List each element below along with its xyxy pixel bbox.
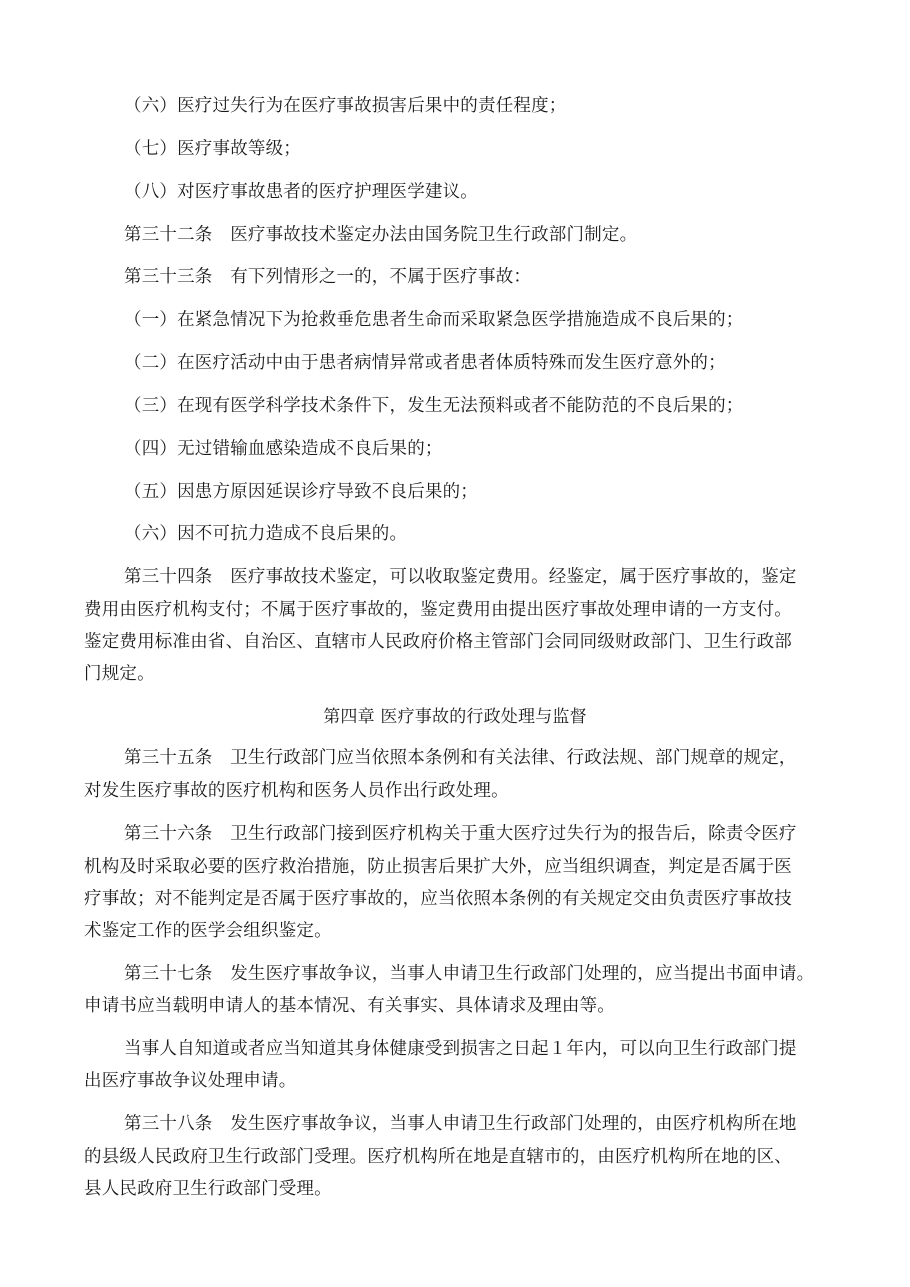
list-item: （四）无过错输血感染造成不良后果的； [124, 439, 443, 459]
list-item: （六）因不可抗力造成不良后果的。 [124, 524, 408, 544]
article-36-line: 第三十六条 卫生行政部门接到医疗机构关于重大医疗过失行为的报告后，除责令医疗 [124, 824, 797, 844]
list-item: （八）对医疗事故患者的医疗护理医学建议。 [124, 182, 478, 202]
chapter-heading: 第四章 医疗事故的行政处理与监督 [323, 707, 587, 727]
article-37-para2-line: 出医疗事故争议处理申请。 [84, 1071, 297, 1091]
list-item: （一）在紧急情况下为抢救垂危患者生命而采取紧急医学措施造成不良后果的； [124, 310, 744, 330]
article-37-line: 第三十七条 发生医疗事故争议，当事人申请卫生行政部门处理的，应当提出书面申请。 [124, 964, 815, 984]
list-item: （六）医疗过失行为在医疗事故损害后果中的责任程度； [124, 96, 567, 116]
article-36-line: 机构及时采取必要的医疗救治措施，防止损害后果扩大外，应当组织调查，判定是否属于医 [84, 857, 792, 877]
article-38-line: 的县级人民政府卫生行政部门受理。医疗机构所在地是直辖市的，由医疗机构所在地的区、 [84, 1147, 792, 1167]
article-36-line: 术鉴定工作的医学会组织鉴定。 [84, 921, 332, 941]
article-34-line: 第三十四条 医疗事故技术鉴定，可以收取鉴定费用。经鉴定，属于医疗事故的，鉴定 [124, 567, 797, 587]
article-34-line: 门规定。 [84, 664, 155, 684]
article-37-line: 申请书应当载明申请人的基本情况、有关事实、具体请求及理由等。 [84, 996, 615, 1016]
article-32: 第三十二条 医疗事故技术鉴定办法由国务院卫生行政部门制定。 [124, 225, 638, 245]
list-item: （五）因患方原因延误诊疗导致不良后果的； [124, 482, 478, 502]
list-item: （二）在医疗活动中由于患者病情异常或者患者体质特殊而发生医疗意外的； [124, 353, 726, 373]
list-item: （三）在现有医学科学技术条件下，发生无法预料或者不能防范的不良后果的； [124, 396, 744, 416]
article-35-line: 对发生医疗事故的医疗机构和医务人员作出行政处理。 [84, 781, 509, 801]
article-37-para2-line: 当事人自知道或者应当知道其身体健康受到损害之日起１年内，可以向卫生行政部门提 [124, 1039, 797, 1059]
article-38-line: 县人民政府卫生行政部门受理。 [84, 1179, 332, 1199]
article-34-line: 费用由医疗机构支付；不属于医疗事故的，鉴定费用由提出医疗事故处理申请的一方支付。 [84, 600, 792, 620]
list-item: （七）医疗事故等级； [124, 139, 301, 159]
article-35-line: 第三十五条 卫生行政部门应当依照本条例和有关法律、行政法规、部门规章的规定， [124, 748, 797, 768]
article-33: 第三十三条 有下列情形之一的，不属于医疗事故： [124, 267, 532, 287]
article-38-line: 第三十八条 发生医疗事故争议，当事人申请卫生行政部门处理的，由医疗机构所在地 [124, 1114, 797, 1134]
article-36-line: 疗事故；对不能判定是否属于医疗事故的，应当依照本条例的有关规定交由负责医疗事故技 [84, 889, 792, 909]
article-34-line: 鉴定费用标准由省、自治区、直辖市人民政府价格主管部门会同同级财政部门、卫生行政部 [84, 632, 792, 652]
